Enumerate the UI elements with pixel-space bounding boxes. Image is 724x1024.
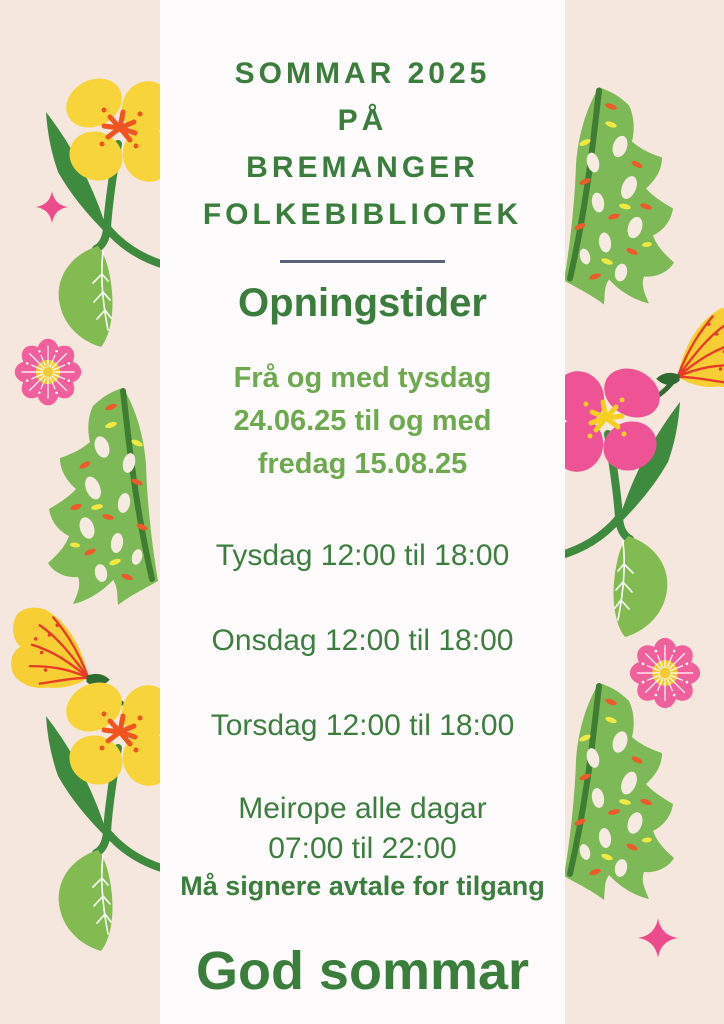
pink-sparkle-icon — [35, 190, 69, 224]
pink-sparkle-icon — [637, 917, 679, 959]
poster-title — [160, 50, 565, 238]
period-line: fredag 15.08.25 — [257, 448, 468, 480]
divider-line — [280, 260, 445, 263]
yellow-flower-with-stem — [8, 660, 178, 960]
poster-content — [160, 0, 565, 1024]
monstera-leaf — [552, 680, 677, 915]
extended-hours-line: Meirope alle dagar — [238, 792, 487, 825]
period-line: Frå og med tysdag — [233, 362, 492, 394]
schedule-row-thursday: Torsdag 12:00 til 18:00 — [210, 709, 515, 742]
pink-flower-with-stem — [548, 346, 718, 646]
period-line: 24.06.25 til og med — [233, 405, 492, 437]
season-period — [160, 357, 565, 486]
extended-hours-line: 07:00 til 22:00 — [268, 832, 457, 865]
title-line: BREMANGER — [246, 151, 479, 184]
monstera-leaf — [552, 82, 677, 322]
access-note: Må signere avtale for tilgang — [180, 871, 545, 901]
title-line: PÅ — [337, 104, 388, 137]
opening-hours-heading: Opningstider — [238, 281, 487, 325]
schedule-row-wednesday: Onsdag 12:00 til 18:00 — [211, 624, 514, 657]
schedule-row-tuesday: Tysdag 12:00 til 18:00 — [215, 539, 510, 572]
extended-hours — [160, 789, 565, 869]
closing-message: God sommar — [195, 941, 530, 1001]
title-line: SOMMAR 2025 — [234, 57, 491, 90]
monstera-leaf — [45, 385, 170, 620]
yellow-flower-with-stem — [8, 56, 178, 356]
title-line: FOLKEBIBLIOTEK — [202, 198, 523, 231]
